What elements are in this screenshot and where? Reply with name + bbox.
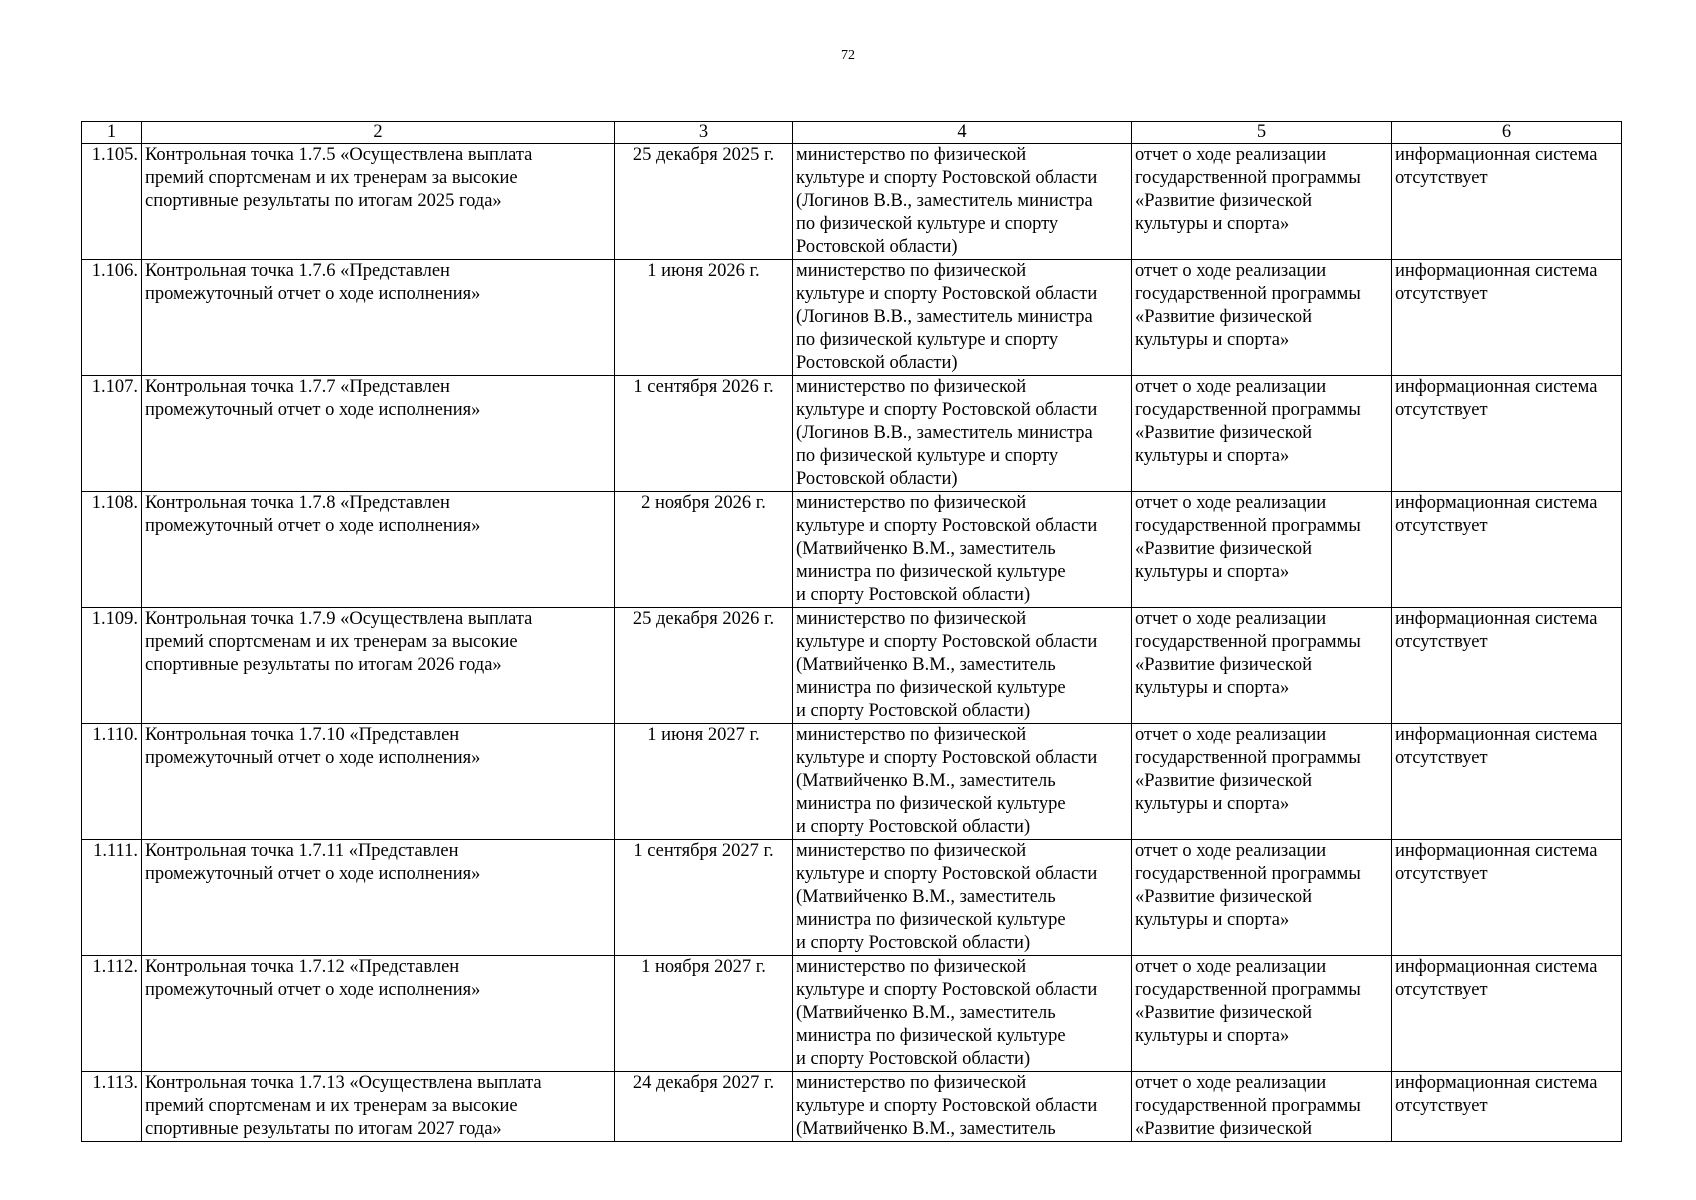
event-text-line: премий спортсменам и их тренерам за высокие	[145, 632, 518, 652]
row-number-cell: 1.108.	[82, 492, 142, 608]
document-text-line: «Развитие физической	[1135, 655, 1312, 675]
document-cell	[1132, 1072, 1392, 1142]
table-row	[82, 608, 1622, 724]
responsible-text-line: министерство по физической	[796, 1073, 1027, 1093]
document-text-line: отчет о ходе реализации	[1135, 1073, 1327, 1093]
responsible-text-line: министерство по физической	[796, 725, 1027, 745]
row-number-cell: 1.110.	[82, 724, 142, 840]
row-number-cell: 1.106.	[82, 260, 142, 376]
event-text-line: Контрольная точка 1.7.6 «Представлен	[145, 261, 450, 281]
responsible-text-line: и спорту Ростовской области)	[796, 933, 1031, 953]
event-cell	[142, 724, 615, 840]
system-text-line: отсутствует	[1395, 864, 1488, 884]
header-col-5: 5	[1132, 122, 1392, 144]
document-text-line: отчет о ходе реализации	[1135, 377, 1327, 397]
responsible-text-line: по физической культуре и спорту	[796, 446, 1059, 466]
row-number-cell: 1.113.	[82, 1072, 142, 1142]
responsible-text-line: культуре и спорту Ростовской области	[796, 168, 1098, 188]
event-text-line: промежуточный отчет о ходе исполнения»	[145, 516, 481, 536]
system-text-line: отсутствует	[1395, 168, 1488, 188]
document-text-line: отчет о ходе реализации	[1135, 841, 1327, 861]
event-text-line: Контрольная точка 1.7.13 «Осуществлена выплата	[145, 1073, 542, 1093]
responsible-text-line: Ростовской области)	[796, 237, 958, 257]
responsible-text-line: министра по физической культуре	[796, 910, 1066, 930]
information-system-cell	[1392, 492, 1622, 608]
responsible-text-line: министра по физической культуре	[796, 1026, 1066, 1046]
responsible-text-line: (Логинов В.В., заместитель министра	[796, 307, 1093, 327]
responsible-text-line: Ростовской области)	[796, 469, 958, 489]
document-text-line: государственной программы	[1135, 864, 1361, 884]
document-text-line: отчет о ходе реализации	[1135, 261, 1327, 281]
date-cell: 1 июня 2027 г.	[615, 724, 793, 840]
date-cell: 25 декабря 2025 г.	[615, 144, 793, 260]
header-col-1: 1	[82, 122, 142, 144]
document-text-line: культуры и спорта»	[1135, 794, 1290, 814]
responsible-text-line: культуре и спорту Ростовской области	[796, 864, 1098, 884]
table-row	[82, 492, 1622, 608]
responsible-cell	[793, 956, 1132, 1072]
event-cell	[142, 608, 615, 724]
system-text-line: отсутствует	[1395, 284, 1488, 304]
responsible-text-line: министра по физической культуре	[796, 678, 1066, 698]
header-col-4: 4	[793, 122, 1132, 144]
row-number-cell: 1.111.	[82, 840, 142, 956]
responsible-text-line: по физической культуре и спорту	[796, 214, 1059, 234]
responsible-cell	[793, 840, 1132, 956]
document-text-line: культуры и спорта»	[1135, 1026, 1290, 1046]
responsible-text-line: министерство по физической	[796, 493, 1027, 513]
date-cell: 24 декабря 2027 г.	[615, 1072, 793, 1142]
responsible-text-line: министерство по физической	[796, 957, 1027, 977]
page-number: 72	[841, 48, 855, 63]
document-text-line: отчет о ходе реализации	[1135, 609, 1327, 629]
header-col-2: 2	[142, 122, 615, 144]
information-system-cell	[1392, 376, 1622, 492]
event-text-line: спортивные результаты по итогам 2025 года»	[145, 191, 502, 211]
responsible-text-line: по физической культуре и спорту	[796, 330, 1059, 350]
table-row	[82, 724, 1622, 840]
information-system-cell	[1392, 724, 1622, 840]
system-text-line: отсутствует	[1395, 748, 1488, 768]
system-text-line: отсутствует	[1395, 1096, 1488, 1116]
responsible-text-line: культуре и спорту Ростовской области	[796, 400, 1098, 420]
responsible-text-line: и спорту Ростовской области)	[796, 1049, 1031, 1069]
table-body	[82, 144, 1622, 1142]
table-header-row	[82, 122, 1622, 144]
system-text-line: отсутствует	[1395, 516, 1488, 536]
document-text-line: «Развитие физической	[1135, 1119, 1312, 1139]
document-text-line: культуры и спорта»	[1135, 910, 1290, 930]
responsible-text-line: и спорту Ростовской области)	[796, 701, 1031, 721]
table-row	[82, 260, 1622, 376]
document-cell	[1132, 956, 1392, 1072]
table-row	[82, 376, 1622, 492]
system-text-line: информационная система	[1395, 841, 1598, 861]
document-text-line: государственной программы	[1135, 284, 1361, 304]
row-number-cell: 1.112.	[82, 956, 142, 1072]
responsible-text-line: (Матвийченко В.М., заместитель	[796, 771, 1056, 791]
responsible-cell	[793, 144, 1132, 260]
responsible-text-line: и спорту Ростовской области)	[796, 817, 1031, 837]
responsible-text-line: министерство по физической	[796, 261, 1027, 281]
responsible-cell	[793, 492, 1132, 608]
document-text-line: «Развитие физической	[1135, 423, 1312, 443]
event-text-line: Контрольная точка 1.7.10 «Представлен	[145, 725, 460, 745]
document-cell	[1132, 260, 1392, 376]
event-cell	[142, 376, 615, 492]
table-row	[82, 956, 1622, 1072]
event-cell	[142, 1072, 615, 1142]
document-text-line: отчет о ходе реализации	[1135, 145, 1327, 165]
document-text-line: культуры и спорта»	[1135, 214, 1290, 234]
document-text-line: культуры и спорта»	[1135, 330, 1290, 350]
document-text-line: государственной программы	[1135, 168, 1361, 188]
event-text-line: Контрольная точка 1.7.8 «Представлен	[145, 493, 450, 513]
document-cell	[1132, 724, 1392, 840]
system-text-line: информационная система	[1395, 493, 1598, 513]
information-system-cell	[1392, 840, 1622, 956]
date-cell: 25 декабря 2026 г.	[615, 608, 793, 724]
event-cell	[142, 956, 615, 1072]
document-text-line: культуры и спорта»	[1135, 562, 1290, 582]
table-row	[82, 144, 1622, 260]
row-number-cell: 1.109.	[82, 608, 142, 724]
event-text-line: промежуточный отчет о ходе исполнения»	[145, 400, 481, 420]
responsible-text-line: (Матвийченко В.М., заместитель	[796, 539, 1056, 559]
date-cell: 1 ноября 2027 г.	[615, 956, 793, 1072]
document-text-line: государственной программы	[1135, 632, 1361, 652]
event-text-line: промежуточный отчет о ходе исполнения»	[145, 864, 481, 884]
responsible-text-line: (Матвийченко В.М., заместитель	[796, 1119, 1056, 1139]
event-cell	[142, 492, 615, 608]
document-cell	[1132, 376, 1392, 492]
header-col-6: 6	[1392, 122, 1622, 144]
responsible-cell	[793, 1072, 1132, 1142]
system-text-line: информационная система	[1395, 145, 1598, 165]
document-cell	[1132, 608, 1392, 724]
document-text-line: «Развитие физической	[1135, 887, 1312, 907]
responsible-cell	[793, 724, 1132, 840]
information-system-cell	[1392, 144, 1622, 260]
responsible-text-line: культуре и спорту Ростовской области	[796, 1096, 1098, 1116]
document-cell	[1132, 144, 1392, 260]
row-number-cell: 1.107.	[82, 376, 142, 492]
responsible-text-line: министерство по физической	[796, 841, 1027, 861]
event-text-line: промежуточный отчет о ходе исполнения»	[145, 284, 481, 304]
schedule-table	[81, 121, 1622, 1142]
table-row	[82, 840, 1622, 956]
event-text-line: промежуточный отчет о ходе исполнения»	[145, 980, 481, 1000]
responsible-cell	[793, 260, 1132, 376]
document-text-line: государственной программы	[1135, 400, 1361, 420]
event-text-line: Контрольная точка 1.7.5 «Осуществлена выплата	[145, 145, 533, 165]
responsible-text-line: министра по физической культуре	[796, 562, 1066, 582]
responsible-text-line: культуре и спорту Ростовской области	[796, 980, 1098, 1000]
event-text-line: Контрольная точка 1.7.7 «Представлен	[145, 377, 450, 397]
system-text-line: информационная система	[1395, 609, 1598, 629]
responsible-text-line: министра по физической культуре	[796, 794, 1066, 814]
system-text-line: информационная система	[1395, 725, 1598, 745]
information-system-cell	[1392, 956, 1622, 1072]
event-text-line: Контрольная точка 1.7.12 «Представлен	[145, 957, 460, 977]
event-cell	[142, 144, 615, 260]
event-text-line: Контрольная точка 1.7.9 «Осуществлена выплата	[145, 609, 533, 629]
responsible-text-line: (Матвийченко В.М., заместитель	[796, 1003, 1056, 1023]
event-cell	[142, 260, 615, 376]
responsible-cell	[793, 608, 1132, 724]
system-text-line: отсутствует	[1395, 632, 1488, 652]
system-text-line: информационная система	[1395, 1073, 1598, 1093]
information-system-cell	[1392, 260, 1622, 376]
date-cell: 1 июня 2026 г.	[615, 260, 793, 376]
document-text-line: государственной программы	[1135, 516, 1361, 536]
document-text-line: «Развитие физической	[1135, 1003, 1312, 1023]
document-cell	[1132, 840, 1392, 956]
document-text-line: отчет о ходе реализации	[1135, 493, 1327, 513]
responsible-text-line: Ростовской области)	[796, 353, 958, 373]
responsible-text-line: (Матвийченко В.М., заместитель	[796, 887, 1056, 907]
event-text-line: промежуточный отчет о ходе исполнения»	[145, 748, 481, 768]
responsible-text-line: (Логинов В.В., заместитель министра	[796, 423, 1093, 443]
document-text-line: культуры и спорта»	[1135, 446, 1290, 466]
responsible-text-line: (Логинов В.В., заместитель министра	[796, 191, 1093, 211]
document-text-line: «Развитие физической	[1135, 191, 1312, 211]
responsible-text-line: министерство по физической	[796, 609, 1027, 629]
document-text-line: отчет о ходе реализации	[1135, 957, 1327, 977]
responsible-text-line: культуре и спорту Ростовской области	[796, 516, 1098, 536]
date-cell: 1 сентября 2027 г.	[615, 840, 793, 956]
event-text-line: спортивные результаты по итогам 2027 года»	[145, 1119, 502, 1139]
information-system-cell	[1392, 608, 1622, 724]
date-cell: 2 ноября 2026 г.	[615, 492, 793, 608]
event-cell	[142, 840, 615, 956]
event-text-line: Контрольная точка 1.7.11 «Представлен	[145, 841, 459, 861]
document-text-line: «Развитие физической	[1135, 771, 1312, 791]
event-text-line: спортивные результаты по итогам 2026 года»	[145, 655, 502, 675]
system-text-line: отсутствует	[1395, 400, 1488, 420]
responsible-cell	[793, 376, 1132, 492]
document-text-line: государственной программы	[1135, 980, 1361, 1000]
event-text-line: премий спортсменам и их тренерам за высокие	[145, 1096, 518, 1116]
responsible-text-line: и спорту Ростовской области)	[796, 585, 1031, 605]
document-text-line: «Развитие физической	[1135, 539, 1312, 559]
row-number-cell: 1.105.	[82, 144, 142, 260]
system-text-line: информационная система	[1395, 261, 1598, 281]
responsible-text-line: (Матвийченко В.М., заместитель	[796, 655, 1056, 675]
information-system-cell	[1392, 1072, 1622, 1142]
document-text-line: отчет о ходе реализации	[1135, 725, 1327, 745]
document-text-line: государственной программы	[1135, 1096, 1361, 1116]
responsible-text-line: культуре и спорту Ростовской области	[796, 284, 1098, 304]
table-row	[82, 1072, 1622, 1142]
responsible-text-line: культуре и спорту Ростовской области	[796, 632, 1098, 652]
system-text-line: информационная система	[1395, 957, 1598, 977]
responsible-text-line: министерство по физической	[796, 377, 1027, 397]
system-text-line: информационная система	[1395, 377, 1598, 397]
document-cell	[1132, 492, 1392, 608]
system-text-line: отсутствует	[1395, 980, 1488, 1000]
responsible-text-line: культуре и спорту Ростовской области	[796, 748, 1098, 768]
document-text-line: «Развитие физической	[1135, 307, 1312, 327]
date-cell: 1 сентября 2026 г.	[615, 376, 793, 492]
event-text-line: премий спортсменам и их тренерам за высокие	[145, 168, 518, 188]
responsible-text-line: министерство по физической	[796, 145, 1027, 165]
document-text-line: культуры и спорта»	[1135, 678, 1290, 698]
document-text-line: государственной программы	[1135, 748, 1361, 768]
header-col-3: 3	[615, 122, 793, 144]
